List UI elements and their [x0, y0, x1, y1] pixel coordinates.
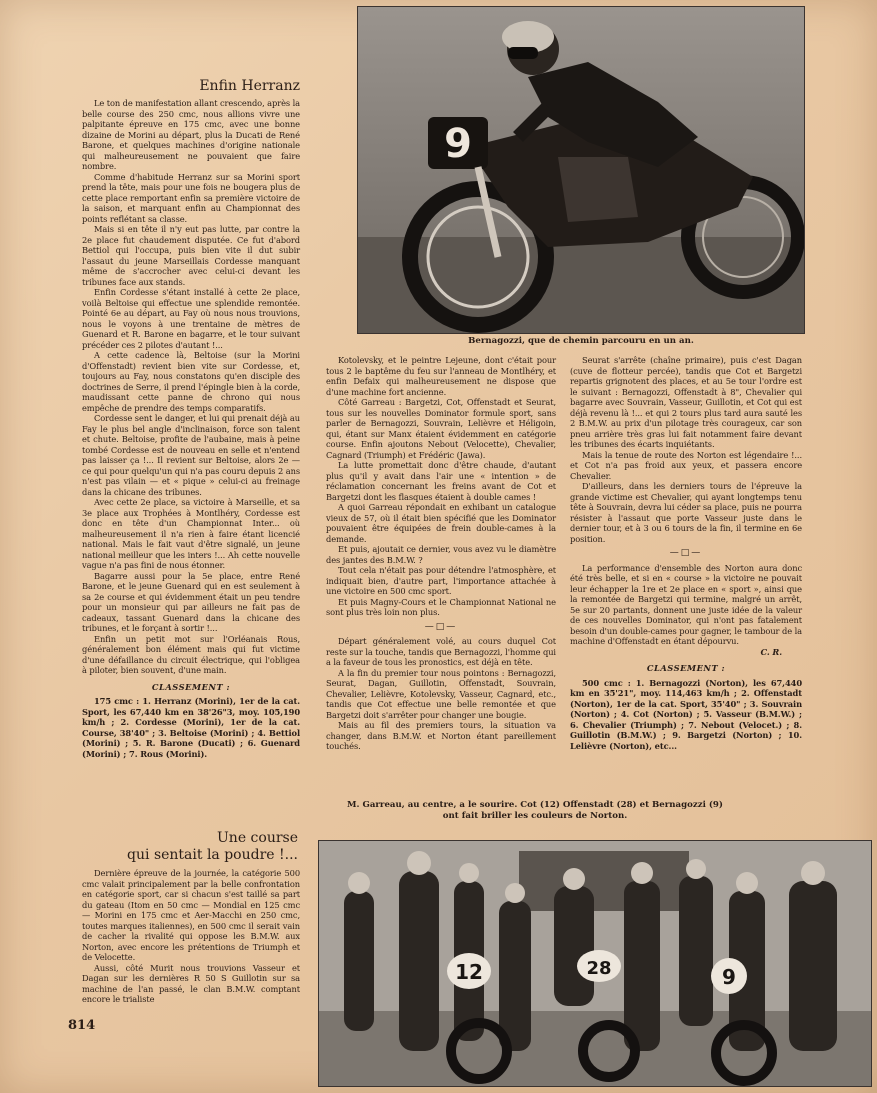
paragraph: Bagarre aussi pour la 5e place, entre René Barone, et le jeune Guenard qui en est seulement à sa 2e course et qui évidemment était un peu tendre pour un monsieur qui par ailleurs ne fait pas de cadeaux, tassant Guenard dans la chicane des tribunes, et le forçant à sortir !... [82, 570, 300, 633]
paragraph: A la fin du premier tour nous pointons : Bernagozzi, Seurat, Dagan, Guillotin, Offenstadt, Souvrain, Chevalier, Lelièvre, Kotolevsky, Vasseur, Cagnard, etc., tandis que Cot effectue une belle remontée et que Bargetzi doit s'arrêter pour changer une bougie. [326, 667, 556, 720]
paragraph: Cordesse sent le danger, et lui qui prenait déjà au Fay le plus bel angle d'inclinaison, force son talent et chute. Beltoise, profite de l'aubaine, mais à peine tombé Cordesse est de nouveau en selle et n'entend pas laisser ça !... Il revient sur Beltoise, alors 2e — ce qui pour quelqu'un qui n'a pas couru depuis 2 ans n'est pas vilain — et « pique » celui-ci au freinage dans la chicane des tribunes. [82, 413, 300, 497]
rider-photo [357, 6, 805, 334]
classement-heading-500: CLASSEMENT : [646, 663, 726, 673]
paragraph: Côté Garreau : Bargetzi, Cot, Offenstadt et Seurat, tous sur les nouvelles Dominator formule sport, sans parler de Bernagozzi, Souvrain, Lelièvre et Héligoin, qui, étant sur Manx étaient évidemment en catégorie course. Enfin ajoutons Nebout (Velocette), Chevalier, Cagnard (Triumph) et Frédéric (Jawa). [326, 397, 556, 460]
paragraph: Dernière épreuve de la journée, la catégorie 500 cmc valait principalement par la belle confrontation en catégorie sport, car si chacun s'est taillé sa part du gateau (Itom en 50 cmc — Mondial en 125 cmc — Morini en 175 cmc et Aer-Macchi en 250 cmc, toutes marques italiennes), en 500 cmc il serait vain de cacher la rivalité qui oppose les B.M.W. aux Norton, avec encore les prétentions de Triumph et de Velocette. [82, 868, 300, 962]
column-1 [82, 98, 300, 759]
signature: C. R. [760, 646, 782, 657]
bike-number-9: 9 [722, 965, 736, 989]
paragraph: Kotolevsky, et le peintre Lejeune, dont c'était pour tous 2 le baptême du feu sur l'anneau de Montlhéry, et enfin Defaix qui malheureusement ne dispose que d'une machine fort ancienne. [326, 355, 556, 397]
top-photo-caption: Bernagozzi, que de chemin parcouru en un an. [468, 336, 694, 346]
page-number: 814 [68, 1018, 96, 1033]
classement-500: 500 cmc : 1. Bernagozzi (Norton), les 67,440 km en 35'21", moy. 114,463 km/h ; 2. Offenstadt (Norton), 1er de la cat. Sport, 35'40" ; 3. Souvrain (Norton) ; 4. Cot (Norton) ; 5. Vasseur (B.M.W.) ; 6. Chevalier (Triumph) ; 7. Nebout (Velocet.) ; 8. Guillotin (B.M.W.) ; 9. Bargetzi (Norton) ; 10. Lelièvre (Norton), etc... [570, 677, 802, 751]
section-title-enfin-herranz: Enfin Herranz [199, 78, 300, 94]
group-photo-drawing [319, 841, 871, 1086]
paragraph: A quoi Garreau répondait en exhibant un catalogue vieux de 57, où il était bien spécifié que les Dominator pouvaient être équipées de frein double-cames à la demande. [326, 502, 556, 544]
bike-number-12: 12 [455, 960, 483, 984]
paragraph: Départ généralement volé, au cours duquel Cot reste sur la touche, tandis que Bernagozzi, l'homme qui a la faveur de tous les pronostics, est déjà en tête. [326, 636, 556, 667]
column-1b [82, 868, 300, 1005]
paragraph: Mais la tenue de route des Norton est légendaire !... et Cot n'a pas froid aux yeux, et passera encore Chevalier. [570, 449, 802, 481]
paragraph: Avec cette 2e place, sa victoire à Marseille, et sa 3e place aux Trophées à Montlhéry, Cordesse est donc en tête d'un Championnat Inter... où malheureusement il n'a rien à faire étant licencié national. Mais le fait vaut d'être signalé, un jeune national meilleur que les inters !... Ah cette nouvelle vague n'a pas fini de nous étonner. [82, 497, 300, 570]
bottom-photo-caption: M. Garreau, au centre, a le sourire. Cot (12) Offenstadt (28) et Bernagozzi (9) ont fait briller les couleurs de Norton. [347, 800, 723, 821]
group-photo [318, 840, 872, 1087]
paragraph: A cette cadence là, Beltoise (sur la Morini d'Offenstadt) revient bien vite sur Cordesse, et, toujours au Fay, nous constatons qu'en disciple des doctrines de Serre, il prend l'épingle bien à la corde, maudissant cette panne de chrono qui nous empêche de prendre des temps comparatifs. [82, 350, 300, 413]
paragraph: Et puis Magny-Cours et le Championnat National ne sont plus très loin non plus. [326, 596, 556, 617]
paragraph: D'ailleurs, dans les derniers tours de l'épreuve la grande victime est Chevalier, qui ayant longtemps tenu tête à Souvrain, devra lui céder sa place, puis ne pourra résister à l'assaut que porte Vasseur juste dans le dernier tour, et à 3 ou 6 tours de la fin, il termine en 6e position. [570, 481, 802, 544]
paragraph: Tout cela n'était pas pour détendre l'atmosphère, et indiquait bien, d'autre part, l'importance attachée à une victoire en 500 cmc sport. [326, 565, 556, 596]
classement-heading-175: CLASSEMENT : [151, 681, 231, 692]
rider-photo-drawing [358, 7, 804, 333]
paragraph: Enfin un petit mot sur l'Orléanais Rous, généralement bon élément mais qui fut victime d'une défaillance du circuit électrique, qui l'obligea à piloter, bien souvent, d'une main. [82, 633, 300, 675]
paragraph: La lutte promettait donc d'être chaude, d'autant plus qu'il y avait dans l'air une « intention » de réclamation concernant les freins avant de Cot et Bargetzi dont les flasques étaient à double cames ! [326, 460, 556, 502]
paragraph: Et puis, ajoutait ce dernier, vous avez vu le diamètre des jantes des B.M.W. ? [326, 544, 556, 565]
paragraph: Mais si en tête il n'y eut pas lutte, par contre la 2e place fut chaudement disputée. Ce fut d'abord Bettiol qui l'occupa, puis bien vite il dut subir l'assaut du jeune Marseillais Cordesse manquant même de s'accrocher avec celui-ci devant les tribunes face aux stands. [82, 224, 300, 287]
paragraph: Mais au fil des premiers tours, la situation va changer, dans B.M.W. et Norton étant pareillement touchés. [326, 720, 556, 751]
paragraph: Comme d'habitude Herranz sur sa Morini sport prend la tête, mais pour une fois ne bougera plus de cette place remportant enfin sa première victoire de la saison, et marquant enfin au Championnat des points reflétant sa classe. [82, 171, 300, 224]
bike-number-28: 28 [586, 958, 612, 979]
section-title-line-2: qui sentait la poudre !... [127, 847, 298, 863]
rider-number-plate: 9 [444, 121, 472, 167]
section-title-une-course [80, 830, 298, 864]
ornament: —□— [669, 548, 703, 558]
section-title-line-1: Une course [217, 830, 298, 846]
paragraph: Le ton de manifestation allant crescendo, après la belle course des 250 cmc, nous allions vivre une palpitante épreuve en 175 cmc, avec une bonne dizaine de Morini au départ, plus la Ducati de René Barone, et quelques machines d'origine nationale qui malheureusement ne pouvaient que faire nombre. [82, 98, 300, 171]
paragraph: La performance d'ensemble des Norton aura donc été très belle, et si en « course » la victoire ne pouvait leur échapper la 1re et 2e place en « sport », ainsi que la remontée de Bargetzi qui termine, malgré un arrêt, 5e sur 20 partants, donnent une juste idée de la valeur de ces nouvelles Dominator, qui n'ont pas fatalement besoin d'un double-cames pour gagner, le tambour de la machine d'Offenstadt en étant dépourvu. [570, 562, 802, 646]
column-3 [570, 355, 802, 751]
paragraph: Aussi, côté Murit nous trouvions Vasseur et Dagan sur les dernières R 50 S Guillotin sur sa machine de l'an passé, le clan B.M.W. comptant encore le trialiste [82, 962, 300, 1004]
ornament: —□— [424, 621, 458, 632]
column-2 [326, 355, 556, 752]
paragraph: Seurat s'arrête (chaîne primaire), puis c'est Dagan (cuve de flotteur percée), tandis que Cot et Bargetzi repartis grignotent des places, et au 5e tour l'ordre est le suivant : Bernagozzi, Offenstadt à 8", Chevalier qui bagarre avec Souvrain, Vasseur, Guillotin, et Cot qui est déjà revenu là !... et qui 2 tours plus tard aura sauté les 2 B.M.W. au prix d'un pilotage très courageux, car son pneu arrière très gras lui fait notamment faire devant les tribunes des écarts inquiétants. [570, 355, 802, 449]
paragraph: Enfin Cordesse s'étant installé à cette 2e place, voilà Beltoise qui effectue une splendide remontée. Pointé 6e au départ, au Fay où nous nous trouvions, nous le voyons à une trentaine de mètres de Guenard et R. Barone en bagarre, et le tour suivant précéder ces 2 pilotes d'autant !... [82, 287, 300, 350]
classement-175: 175 cmc : 1. Herranz (Morini), 1er de la cat. Sport, les 67,440 km en 38'26"3, moy. 105,190 km/h ; 2. Cordesse (Morini), 1er de la cat. Course, 38'40" ; 3. Beltoise (Morini) ; 4. Bettiol (Morini) ; 5. R. Barone (Ducati) ; 6. Guenard (Morini) ; 7. Rous (Morini). [82, 696, 300, 759]
